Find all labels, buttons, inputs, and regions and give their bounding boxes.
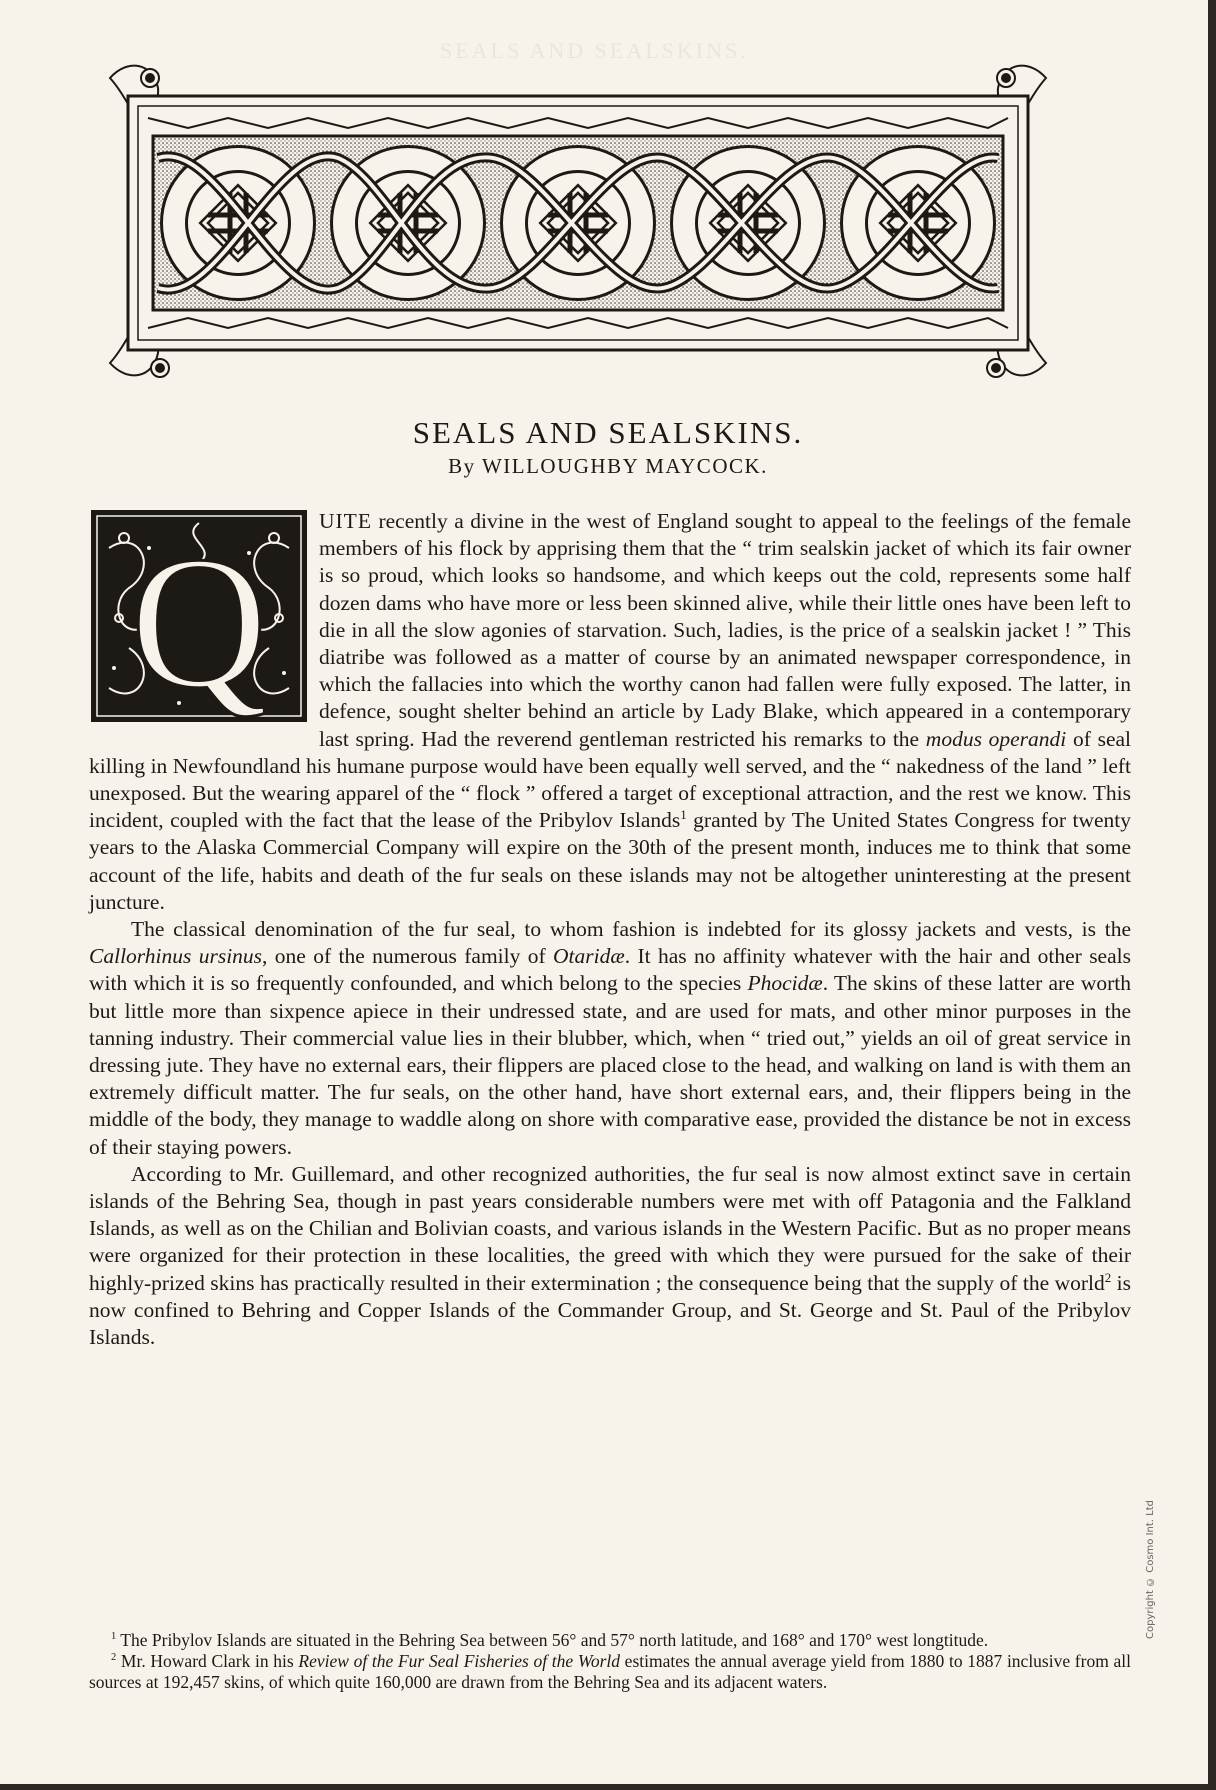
article-body — [89, 508, 1131, 1351]
footnote-ref-1: 1 — [680, 808, 687, 823]
footnote-1: $^1$ The Pribylov Islands are situated in the Behring Sea between 56° and 57° north latitude, and 168° and 170° west longtitude. — [111, 1630, 989, 1650]
drop-cap — [89, 508, 309, 724]
footnotes — [89, 1630, 1131, 1693]
footnote-ref-2: 2 — [1104, 1270, 1112, 1285]
copyright-watermark: Copyright © Cosmo Int. Ltd — [1145, 1500, 1156, 1639]
celtic-knot-banner — [98, 58, 1058, 388]
footnote-2: $^2$ Mr. Howard Clark in his Review of the Fur Seal Fisheries of the World estimates the annual average yield from 1880 to 1887 inclusive from all sources at 192,457 skins, of which quite 160,000 are drawn from the Behring Sea and its adjacent waters. — [89, 1651, 1131, 1692]
svg-text:Q: Q — [130, 518, 268, 724]
paragraph-2: The classical denomination of the fur seal, to whom fashion is indebted for its glossy jackets and vests, is the Callorhinus ursinus, one of the numerous family of Otaridæ. It has no affinity whatever with the hair and other seals with which it is so frequently confounded, and which belong to the species Phocidæ. The skins of these latter are worth but little more than sixpence apiece in their undressed state, and are used for mats, and other minor purposes in the tanning industry. Their commercial value lies in their blubber, which, when “ tried out,” yields an oil of great service in dressing jute. They have no external ears, their flippers are placed close to the head, and walking on land is with them an extremely difficult matter. The fur seals, on the other hand, have short external ears, and, their flippers being in the middle of the body, they manage to waddle along on shore with comparative ease, provided the distance be not in excess of their staying powers. — [89, 917, 1131, 1159]
paragraph-1: UITE recently a divine in the west of England sought to appeal to the feelings of the female members of his flock by apprising them that the “ trim sealskin jacket of which its fair owner is so proud, which looks so handsome, and which keeps out the cold, represents some half dozen dams who have more or less been skinned alive, while their little ones have been left to die in all the slow agonies of starvation. Such, ladies, is the price of a sealskin jacket ! ” This diatribe was followed as a matter of course by an animated newspaper correspondence, in which the fallacies into which the worthy canon had fallen were fully exposed. The latter, in defence, sought shelter behind an article by Lady Blake, which appeared in a contemporary last spring. Had the reverend gentleman restricted his remarks to the modus operandi of seal killing in Newfoundland his humane purpose would have been equally well served, and the “ nakedness of the land ” left unexposed. But the wearing apparel of the “ flock ” offered a target of exceptional attraction, and the rest we know. This incident, coupled with the fact that the lease of the Pribylov Islands$^1$ granted by The United States Congress for twenty years to the Alaska Commercial Company will expire on the 30th of the present month, induces me to think that some account of the life, habits and death of the fur seals on these islands may not be altogether uninteresting at the present juncture. — [89, 509, 1132, 914]
paragraph-3: According to Mr. Guillemard, and other recognized authorities, the fur seal is now almost extinct save in certain islands of the Behring Sea, though in past years considerable numbers were met with off Patagonia and the Falkland Islands, as well as on the Chilian and Bolivian coasts, and various islands in the Western Pacific. But as no proper means were organized for their protection in these localities, the greed with which they were pursued for the sake of their highly-prized skins has practically resulted in their extermination ; the consequence being that the supply of the world$^2$ is now confined to Behring and Copper Islands of the Commander Group, and St. George and St. Paul of the Pribylov Islands. — [89, 1161, 1131, 1350]
article-byline: By WILLOUGHBY MAYCOCK. — [448, 454, 768, 478]
article-title: SEALS AND SEALSKINS. — [412, 414, 804, 450]
show-through-text: SEALS AND SEALSKINS. — [440, 38, 749, 63]
